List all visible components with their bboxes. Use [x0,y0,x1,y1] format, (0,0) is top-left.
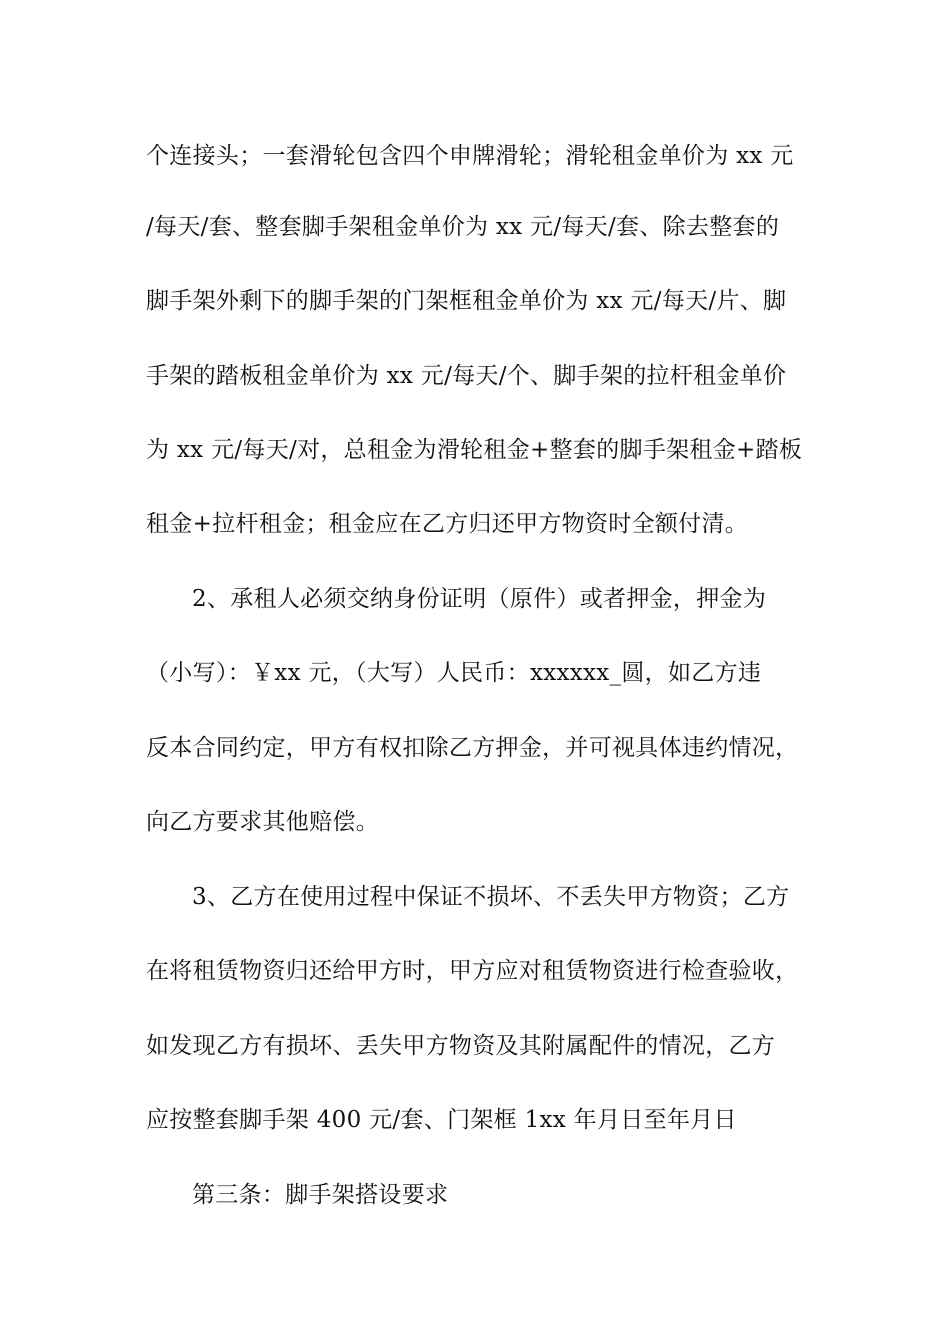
text-line: 为 xx 元/每天/对，总租金为滑轮租金+整套的脚手架租金+踏板 [146,437,803,463]
section-heading: 第三条：脚手架搭设要求 [192,1182,449,1208]
text-line: 脚手架外剩下的脚手架的门架框租金单价为 xx 元/每天/片、脚 [146,288,787,314]
text-line: 租金+拉杆租金；租金应在乙方归还甲方物资时全额付清。 [146,511,749,537]
text-line: /每天/套、整套脚手架租金单价为 xx 元/每天/套、除去整套的 [146,214,780,240]
text-line: 在将租赁物资归还给甲方时，甲方应对租赁物资进行检查验收， [146,958,799,984]
text-line: 个连接头；一套滑轮包含四个申牌滑轮；滑轮租金单价为 xx 元 [146,143,794,169]
paragraph-3-start: 3、乙方在使用过程中保证不损坏、不丢失甲方物资；乙方 [192,884,790,910]
text-line: 向乙方要求其他赔偿。 [146,809,379,835]
text-line: （小写）：￥xx 元，（大写）人民币：xxxxxx_圆，如乙方违 [146,660,762,686]
text-line: 应按整套脚手架 400 元/套、门架框 1xx 年月日至年月日 [146,1107,737,1133]
text-line: 反本合同约定，甲方有权扣除乙方押金，并可视具体违约情况， [146,735,799,761]
text-line: 手架的踏板租金单价为 xx 元/每天/个、脚手架的拉杆租金单价 [146,363,787,389]
text-line: 如发现乙方有损坏、丢失甲方物资及其附属配件的情况，乙方 [146,1033,776,1059]
paragraph-2-start: 2、承租人必须交纳身份证明（原件）或者押金，押金为 [192,586,767,612]
